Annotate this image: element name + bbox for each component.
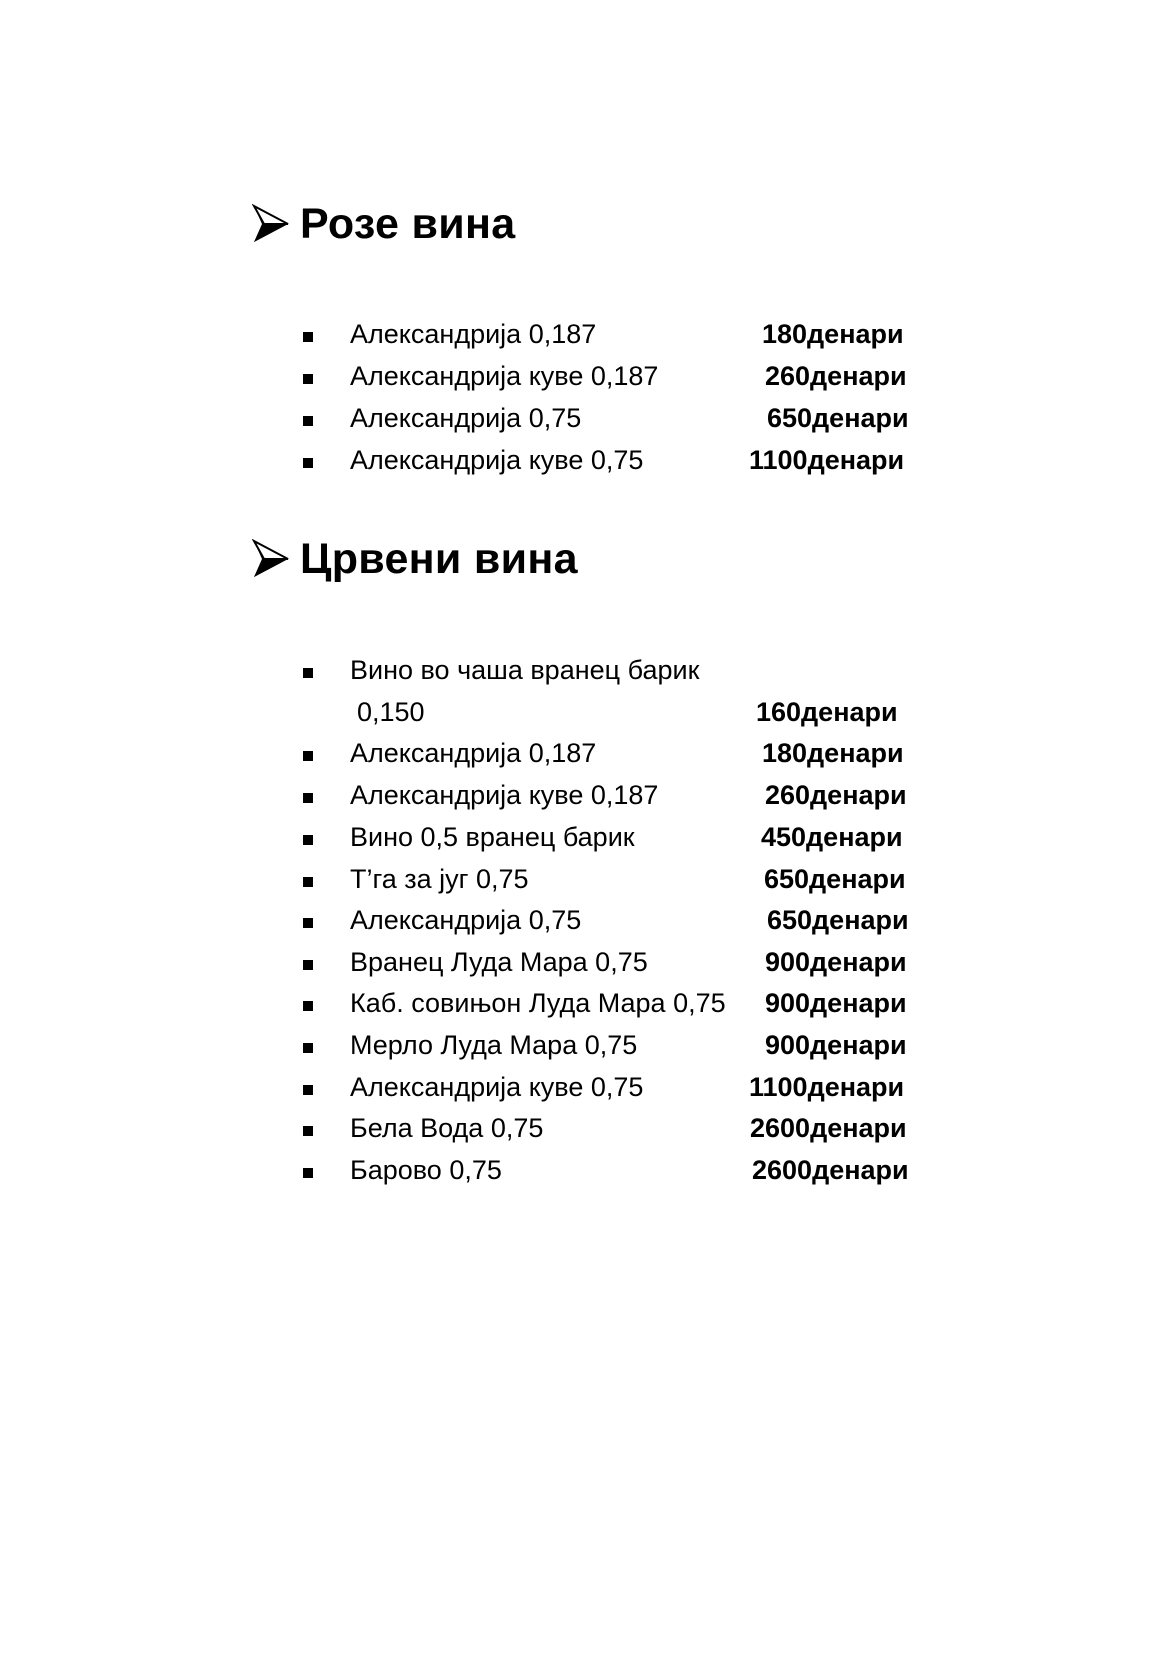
item-name: Вино во чаша вранец барик <box>350 655 700 685</box>
list-item <box>300 864 980 900</box>
square-bullet-icon <box>303 918 313 928</box>
list-item <box>300 403 980 439</box>
square-bullet-icon <box>303 458 313 468</box>
list-item-continuation <box>300 697 980 733</box>
section-heading-red <box>252 531 578 587</box>
item-name: Каб. совињон Луда Мара 0,75 <box>350 988 726 1018</box>
square-bullet-icon <box>303 960 313 970</box>
list-item <box>300 1072 980 1108</box>
item-name: Барово 0,75 <box>350 1155 502 1185</box>
item-price: 650денари <box>767 905 909 935</box>
section-title: Розе вина <box>300 199 516 248</box>
item-name: Вино 0,5 вранец барик <box>350 822 635 852</box>
item-price: 160денари <box>756 697 898 727</box>
item-price: 1100денари <box>749 1072 905 1102</box>
item-price: 650денари <box>767 403 909 433</box>
item-name: Александрија куве 0,187 <box>350 780 659 810</box>
section-title: Црвени вина <box>300 534 578 583</box>
item-name: Александрија 0,187 <box>350 738 597 768</box>
square-bullet-icon <box>303 332 313 342</box>
square-bullet-icon <box>303 668 313 678</box>
item-name-continuation: 0,150 <box>357 697 425 727</box>
list-item <box>300 319 980 355</box>
list-item <box>300 780 980 816</box>
item-price: 900денари <box>765 1030 907 1060</box>
item-price: 180денари <box>762 738 904 768</box>
arrow-bullet-icon <box>252 204 290 244</box>
square-bullet-icon <box>303 1001 313 1011</box>
item-name: Т’га за југ 0,75 <box>350 864 529 894</box>
item-price: 2600денари <box>750 1113 907 1143</box>
list-item <box>300 1113 980 1149</box>
section-heading-rose <box>252 196 515 252</box>
square-bullet-icon <box>303 1085 313 1095</box>
item-name: Александрија 0,75 <box>350 403 582 433</box>
item-price: 180денари <box>762 319 904 349</box>
item-price: 900денари <box>765 988 907 1018</box>
item-name: Вранец Луда Мара 0,75 <box>350 947 648 977</box>
square-bullet-icon <box>303 835 313 845</box>
item-name: Александрија куве 0,75 <box>350 445 644 475</box>
square-bullet-icon <box>303 751 313 761</box>
arrow-bullet-icon <box>252 539 290 579</box>
square-bullet-icon <box>303 877 313 887</box>
list-item <box>300 1155 980 1191</box>
item-price: 2600денари <box>752 1155 909 1185</box>
list-item <box>300 905 980 941</box>
list-item <box>300 738 980 774</box>
item-name: Мерло Луда Мара 0,75 <box>350 1030 638 1060</box>
item-price: 260денари <box>765 780 907 810</box>
list-item <box>300 988 980 1024</box>
item-name: Александрија 0,187 <box>350 319 597 349</box>
square-bullet-icon <box>303 793 313 803</box>
list-item <box>300 822 980 858</box>
list-item <box>300 655 980 691</box>
list-item <box>300 445 980 481</box>
square-bullet-icon <box>303 1168 313 1178</box>
square-bullet-icon <box>303 374 313 384</box>
list-item <box>300 947 980 983</box>
square-bullet-icon <box>303 1043 313 1053</box>
item-price: 260денари <box>765 361 907 391</box>
item-name: Александрија куве 0,75 <box>350 1072 644 1102</box>
square-bullet-icon <box>303 1126 313 1136</box>
item-name: Бела Вода 0,75 <box>350 1113 544 1143</box>
item-price: 1100денари <box>749 445 905 475</box>
item-price: 450денари <box>761 822 903 852</box>
item-price: 900денари <box>765 947 907 977</box>
list-item <box>300 1030 980 1066</box>
list-item <box>300 361 980 397</box>
item-name: Александрија 0,75 <box>350 905 582 935</box>
item-name: Александрија куве 0,187 <box>350 361 659 391</box>
square-bullet-icon <box>303 416 313 426</box>
item-price: 650денари <box>764 864 906 894</box>
